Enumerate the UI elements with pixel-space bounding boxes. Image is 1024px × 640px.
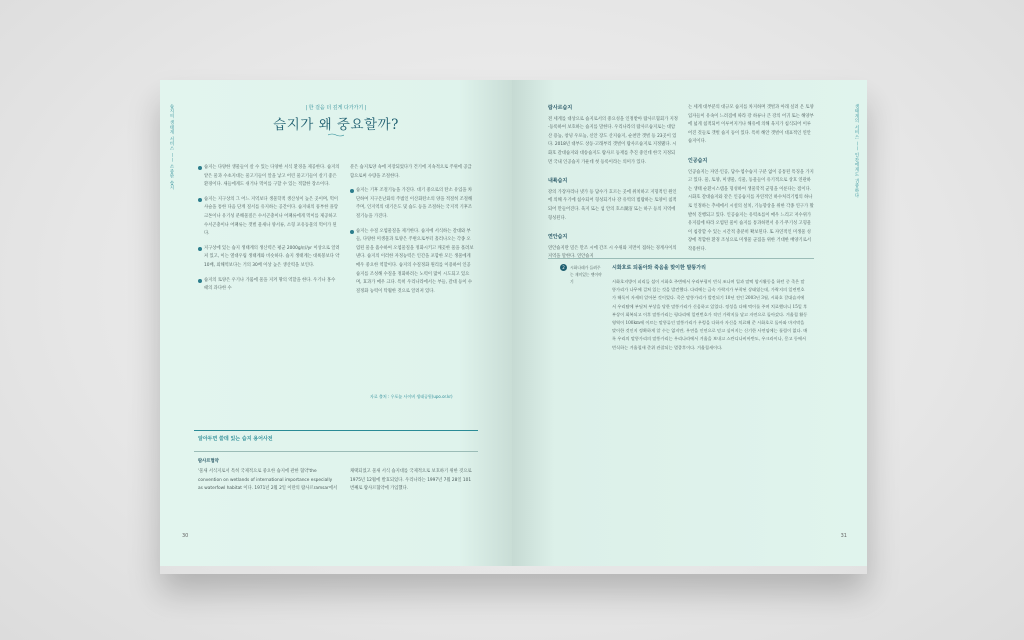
story-caption: 시화나래가 들려주는 재미있는 옛이야기 (570, 265, 602, 284)
left-page (160, 80, 512, 566)
subtitle: | 한 걸음 더 깊게 다가가기 | (305, 105, 367, 111)
section-heading: 연안습지 (548, 234, 568, 241)
list-item: 습지는 다양한 생물들이 살 수 있는 다양한 서식 환경을 제공한다. 습지의 얕은 물과 수초지대는 물고기들이 알을 낳고 어린 물고기들이 살기 좋은 환경이다. 새들에게도 쉬거나 먹이를 구할 수 있는 적합한 장소이다. (198, 164, 340, 190)
section-text: 전 세계를 대상으로 습지로서의 중요성을 인정받아 람사르협회가 지정·등록하여 보호하는 습지를 말한다. 우리나라의 람사르습지로는 대암산 용늪, 창녕 우포늪, 신안 장도 산지습지, 순천만 갯벌 등 23곳이 있다. 2018년 대부도 상동·고래부리 갯벌이 람사르습지로 지정됐다. 시화호 갈대습지와 대송습지도 람사르 등재를 추진 중인데 한국 지정되면 국내 인공습지 가운데 첫 등록이라는 의미가 있다. (548, 116, 678, 165)
divider (194, 451, 478, 452)
list-item: 습지의 토양은 우기나 가뭄에 물을 지켜 땅의 역할을 한다. 우기나 홍수 때의 과다한 수 (198, 277, 340, 294)
right-column-1 (548, 104, 678, 262)
glossary-term: 람사르협약 (198, 459, 219, 464)
left-side-label: 습지의 생태계 서비스 —— 소중한 습지 (169, 104, 174, 191)
right-page (512, 80, 867, 566)
divider (548, 258, 814, 259)
section-heading: 람사르습지 (548, 105, 573, 111)
story-text: 시화호지방이 피리들 섬이 시화호 주변에서 우리부평이 빈식 조나며 입과 말떡 암시활동을 하던 중 죽은 말뚱가리가 나무에 걸쳐 있는 것을 발견했다. 다리에는 금속 가락지가 부착된 상태였는데, 가락지의 일련번호가 해독이 자세히 알아본 것이었다. 죽은 말뚱가리가 발견되기 10년 전인 2003년 3월, 시화호 갈대습지에서 우리탐에 부딪쳐 부상을 당한 말뚱가리가 신음하고 있었다. 정성을 다해 먹이를 주며 치료했더니 15일 후 부상이 회복되고 이후 말뚱가리는 평다리에 일련번호가 적인 가락지를 달고 자연으로 돌아갔다. 겨울철 활동영역이 100km에 이르는 말뚱류인 말뚱가리가 우렁을 다하자 자신을 치료해 준 시화호로 돌아와 마지막을 맞이한 것인지 정확하게 알 수는 없지만, 우연을 인연으로 믿고 싶어지는 신기한 사연임에는 틀림이 없다. 매록 우리의 말뚱가리의 말뚱가리는 우리나라에서 겨울을 보내고 스란디나비아반도, 우크라이나, 몽고 등에서 번식하는 겨울철새 준위 관찰되는 멸종후이다. 겨울철새이다. (612, 279, 808, 350)
list-item: 지구상에 있는 습지 생태계의 생산력은 평균 2000g/㎡/yr 이상으로 알려져 있고, 이는 열대우림 생태계와 비슷하다. 습지 생태계는 대륙붕보다 약 10배, 외해역보다는 거의 30배 이상 높은 생산력을 보인다. (198, 245, 340, 271)
section-heading: 인공습지 (688, 157, 708, 164)
section-text: 연안습지란 밀은 만조 시에 간조 시 수위와 지면이 접하는 경계사이의 지역을 말한다. 연안습지 (548, 245, 677, 260)
list-item: 습지는 지구상의 그 어느 지역보다 생물학적 생산성이 높은 곳이며, 먹이사슬을 통한 다음 단계 질서를 유지하는 공간이다. 습지내의 풍부한 플랑크톤이나 유기성 분해물질은 수서곤충이나 어패류에게 먹이를 제공하고 수서곤충이나 어패류는 갯벌 물새나 양서류, 소형 포유동물의 먹이가 된다. (198, 196, 340, 239)
list-item: 습지는 수질 오염물질을 제거한다. 습지에 서식하는 갈대와 부들, 다양한 미생물과 토양은 주변으로부터 흘러나오는 각종 오염된 물을 흡수하여 오염물질을 정화시키고 깨끗한 물을 흘려보낸다. 습지의 이러한 자정능력은 인간을 포함한 모든 생물에게 매우 중요한 역할이다. 습지의 수질정화 원리를 이용하여 인공습지를 조성해 수질을 정화하려는 노력이 많이 시도되고 있으며, 효과가 매우 크다. 특히 우리나라에서는 부들, 갈대 등이 수질정화 능력이 탁월한 것으로 알려져 있다. (350, 228, 474, 297)
page-title: 습지가 왜 중요할까? (273, 117, 399, 133)
source-note: 자료 출처 : 우포늪 사이버 생태공원(upo.or.kr) (370, 394, 453, 399)
glossary-text-2: 채택되었고 물새 서식 습지대를 국제적으로 보호하기 위한 것으로 1975년 12월에 발효되었다. 우리나라는 1997년 7월 28일 101번째로 람사르협약에 가입했다. (350, 469, 472, 492)
page-number: 30 (182, 533, 189, 539)
list-item: 습지는 기후 조절기능을 가진다. 대기 중으로의 탄소 유입을 차단하여 지구온난화의 주범인 이산화탄소의 양을 적절히 조절해주며, 인지역의 대기온도 및 습도 등을 조절하는 국지적 기후조절기능을 가진다. (350, 187, 474, 221)
paragraph: 분은 습지토양 속에 저장되었다가 건기에 지속적으로 주위에 공급함으로써 수량을 조절한다. (350, 165, 472, 179)
title-ornament-icon (328, 133, 344, 137)
story-heading: 시화호로 되돌아와 죽음을 맞이한 말뚱가리 (612, 265, 706, 271)
page-number: 31 (840, 533, 847, 539)
divider (194, 430, 478, 431)
right-column-2 (688, 104, 814, 255)
glossary-heading: 알아두면 쓸데 있는 습지 용어사전 (198, 436, 273, 442)
section-text: 는 세계 대부분의 대규모 습지를 차지하며 갯벌과 아래 실려 온 토양 입자들이 유속이 느려짐에 따라 강 하류나 큰 강의 어귀 또는 해양부에 넓게 침적되어 이루어지거나 해유에 의해 육지가 침식되어 이루어진 것들로 갯벌 습지 등이 있다. 특히 해안 갯벌이 대표적인 연안습지이다. (688, 105, 814, 145)
right-side-label: 생태계의 서비스 —— 인간에게도 귀중하다 (854, 104, 859, 198)
glossary-text-1: '물새 서식지로서 특히 국제적으로 중요한 습지에 관한 협약'the convention on wetlands of international importance especially as waterfowl habitat 이다. 1971년 2월 2일 이란의 람사르ramsar에서 (198, 469, 338, 492)
story-badge: 2 (560, 264, 567, 271)
left-column-2 (350, 164, 474, 302)
section-text: 강의 가장자리나 냇가 등 담수가 흐르는 곳에 위치하고 지형적인 원인에 의해 우기에 침수되어 형성되거나 강 유역의 범람하는 토양이 침적되어 만들어진다. 육지 또는 섬 안의 호소湖沼 또는 하구 등의 지역에 형성된다. (548, 189, 677, 221)
section-text: 인공습지는 자연·인공, 담수·염수습지 구분 없이 공통된 특징을 가지고 있다. 물, 토양, 미생물, 식물, 동물들이 유기적으로 상호 연관하는 생태 순환시스템을 형성하여 생물학적 균형을 이룬다는 점이다. 시화호 갈대습지와 같은 인공습지를 자연적인 하수처리기법의 하나로 인정하는 추세에서 시설의 설치, 기능향상을 위한 각종 연구가 활발히 진행되고 있다. 인공습지는 유력초를이 매우 느리고 저수위가 유지됨에 따라 오염된 물이 습지를 통과하면서 유기·무기성 고형물이 침강할 수 있는 시간적 충분히 확보된다. 또 자연적인 미생물 성장에 적합한 환경 조성으로 미생물 군집을 위한 거대한 배양기로서 작용한다. (688, 169, 814, 252)
left-column-1 (198, 164, 340, 300)
section-heading: 내륙습지 (548, 178, 568, 185)
